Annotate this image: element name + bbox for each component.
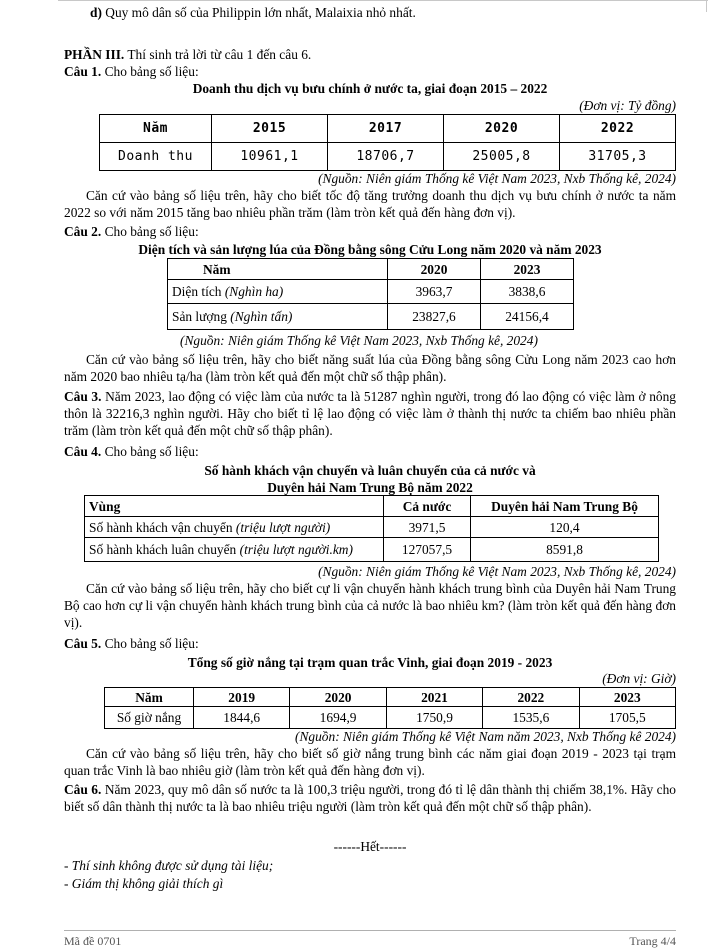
q4-cell: 3971,5 [384,517,471,538]
q4-source: (Nguồn: Niên giám Thống kê Việt Nam 2023, Nxb Thống kê, 2024) [318,564,676,579]
q5-header-year: Năm [105,688,194,707]
q5-cell: 1694,9 [290,707,386,729]
q2-row-label [168,280,388,304]
q1-cell: 31705,3 [560,143,676,171]
q4-row-label [85,538,384,562]
q4-header: Duyên hải Nam Trung Bộ [471,496,659,517]
part3-heading [64,46,311,63]
q2-table [167,258,574,330]
q1-header: 2017 [328,115,444,143]
q5-question: Căn cứ vào bảng số liệu trên, hãy cho biết số giờ nắng trung bình các năm giai đoạn 2019 - 2023 tại trạm quan trắc Vinh là bao nhiêu giờ (làm tròn kết quả đến hàng đơn vị). [64,746,676,778]
q5-header: 2023 [579,688,675,707]
q5-header: 2019 [194,688,290,707]
top-border [58,0,708,1]
q5-row-label: Số giờ nắng [105,707,194,729]
q5-unit: (Đơn vị: Giờ) [602,671,676,686]
q4-title-2: Duyên hải Nam Trung Bộ năm 2022 [267,480,473,495]
q5-label: Câu 5. [64,636,102,651]
option-d [90,4,416,21]
q1-header-year: Năm [100,115,212,143]
page-number: Trang 4/4 [629,934,676,948]
q5-intro [64,635,199,652]
q4-row-unit: (triệu lượt người.km) [239,542,353,557]
q1-row-label: Doanh thu [100,143,212,171]
q2-intro [64,223,199,240]
q1-table [99,114,676,171]
q1-intro-text: Cho bảng số liệu: [101,64,199,79]
note-2: - Giám thị không giải thích gì [64,876,224,891]
q2-row-label [168,304,388,330]
q1-cell: 18706,7 [328,143,444,171]
q6 [64,781,676,815]
q4-label: Câu 4. [64,444,102,459]
q4-intro-text: Cho bảng số liệu: [101,444,199,459]
q4-cell: 120,4 [471,517,659,538]
q5-header: 2020 [290,688,386,707]
q3-text: Năm 2023, lao động có việc làm của nước ta là 51287 nghìn người, trong đó lao động có việc làm ở nông thôn là 32216,3 nghìn người. Hãy cho biết tỉ lệ lao động có việc làm ở thành thị nước ta chiếm bao nhiêu phần trăm (làm tròn kết quả đến một chữ số thập phân). [64,389,676,438]
q6-label: Câu 6. [64,782,102,797]
q2-question: Căn cứ vào bảng số liệu trên, hãy cho biết năng suất lúa của Đồng bằng sông Cửu Long năm 2023 cao hơn năm 2020 bao nhiêu tạ/ha (làm tròn kết quả đến một chữ số thập phân). [64,352,676,384]
option-text: Quy mô dân số của Philippin lớn nhất, Malaixia nhỏ nhất. [101,5,416,20]
q5-intro-text: Cho bảng số liệu: [101,636,199,651]
q4-question: Căn cứ vào bảng số liệu trên, hãy cho biết cự li vận chuyển hành khách trung bình của Duyên hải Nam Trung Bộ cao hơn cự li vận chuyển hành khách trung bình của cả nước là bao nhiêu km? (làm tròn kết quả đến hàng đơn vị). [64,581,676,630]
part3-label: PHẦN III. [64,47,125,62]
q2-header: 2020 [388,259,481,280]
note-1: - Thí sinh không được sử dụng tài liệu; [64,858,274,873]
q1-intro [64,63,199,80]
q2-cell: 3838,6 [481,280,574,304]
q1-title: Doanh thu dịch vụ bưu chính ở nước ta, giai đoạn 2015 – 2022 [192,81,548,96]
q5-header: 2022 [483,688,579,707]
q2-header-year: Năm [168,259,388,280]
q2-header: 2023 [481,259,574,280]
q1-question: Căn cứ vào bảng số liệu trên, hãy cho biết tốc độ tăng trưởng doanh thu dịch vụ bưu chính ở nước ta năm 2022 so với năm 2015 tăng bao nhiêu phần trăm (làm tròn kết quả đến hàng đơn vị). [64,188,676,220]
q2-title: Diện tích và sản lượng lúa của Đồng bằng sông Cửu Long năm 2020 và năm 2023 [138,242,602,257]
q1-unit: (Đơn vị: Tỷ đồng) [579,98,676,113]
q4-row-name: Số hành khách luân chuyển [89,542,240,557]
option-label: d) [90,5,102,20]
q4-cell: 8591,8 [471,538,659,562]
end-mark: ------Hết------ [333,839,407,854]
q5-table [104,687,676,729]
q5-source: (Nguồn: Niên giám Thống kê Việt Nam năm 2023, Nxb Thống kê 2024) [295,729,676,744]
q5-cell: 1844,6 [194,707,290,729]
q1-cell: 10961,1 [212,143,328,171]
q2-cell: 3963,7 [388,280,481,304]
q2-row-unit: (Nghìn ha) [224,284,284,299]
footer-divider [64,930,676,931]
q2-row-name: Diện tích [172,284,225,299]
q5-cell: 1535,6 [483,707,579,729]
q1-header: 2015 [212,115,328,143]
q1-cell: 25005,8 [444,143,560,171]
q2-intro-text: Cho bảng số liệu: [101,224,199,239]
q4-header: Cả nước [384,496,471,517]
q2-cell: 24156,4 [481,304,574,330]
q1-header: 2022 [560,115,676,143]
part3-text: Thí sinh trả lời từ câu 1 đến câu 6. [124,47,312,62]
q2-cell: 23827,6 [388,304,481,330]
q1-source: (Nguồn: Niên giám Thống kê Việt Nam 2023, Nxb Thống kê, 2024) [318,171,676,186]
right-border [706,0,707,12]
q6-text: Năm 2023, quy mô dân số nước ta là 100,3 triệu người, trong đó tỉ lệ dân thành thị chiếm 38,1%. Hãy cho biết số dân thành thị nước ta là bao nhiêu triệu người (làm tròn kết quả đến một chữ số thập phân). [64,782,676,814]
q4-table [84,495,659,562]
q3-label: Câu 3. [64,389,102,404]
q4-row-unit: (triệu lượt người) [235,519,331,535]
q2-source: (Nguồn: Niên giám Thống kê Việt Nam 2023, Nxb Thống kê, 2024) [180,333,538,348]
q4-row-label [85,517,384,538]
q4-header-region: Vùng [85,496,384,517]
q5-title: Tổng số giờ nắng tại trạm quan trắc Vinh, giai đoạn 2019 - 2023 [187,655,553,670]
q2-row-name: Sản lượng [172,309,231,324]
q3 [64,388,676,439]
q5-header: 2021 [386,688,482,707]
q2-label: Câu 2. [64,224,102,239]
q4-row-name: Số hành khách vận chuyển [89,519,236,535]
q2-row-unit: (Nghìn tấn) [230,309,293,324]
q5-cell: 1705,5 [579,707,675,729]
exam-code: Mã đề 0701 [64,934,122,948]
q4-title-1: Số hành khách vận chuyển và luân chuyển của cả nước và [204,463,536,478]
q4-cell: 127057,5 [384,538,471,562]
q1-header: 2020 [444,115,560,143]
q1-label: Câu 1. [64,64,102,79]
q4-intro [64,443,199,460]
q5-cell: 1750,9 [386,707,482,729]
